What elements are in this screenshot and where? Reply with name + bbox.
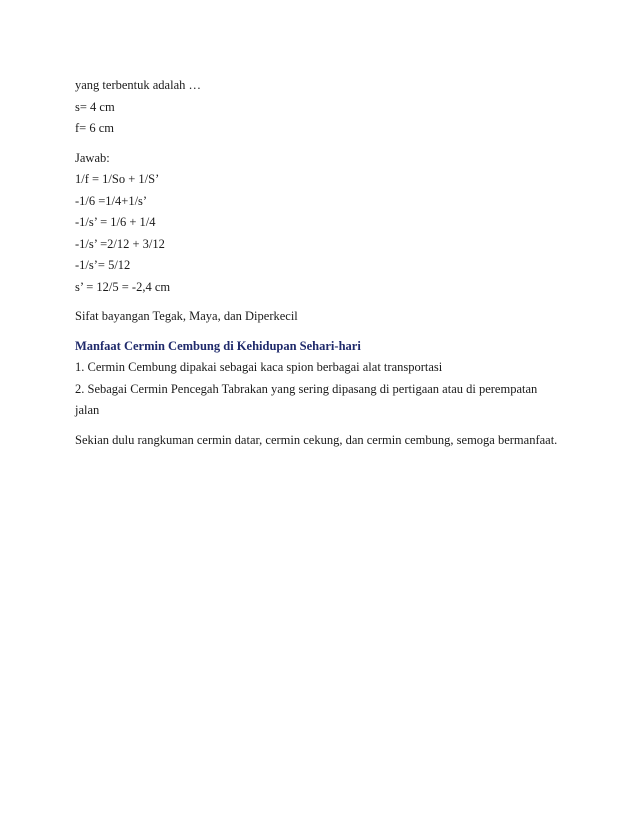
paragraph-gap: [75, 298, 575, 306]
benefit-item-continuation: jalan: [75, 403, 100, 417]
text-line: s= 4 cm: [75, 99, 115, 114]
closing-text: Sekian dulu rangkuman cermin datar, cermin cekung, dan cermin cembung, semoga bermanfaat.: [75, 432, 558, 447]
paragraph-gap: [75, 140, 575, 148]
equation-line: -1/6 =1/4+1/s’: [75, 193, 148, 208]
equation-line: s’ = 12/5 = -2,4 cm: [75, 279, 171, 294]
benefit-item: 2. Sebagai Cermin Pencegah Tabrakan yang sering dipasang di pertigaan atau di perempatan: [75, 381, 538, 396]
equation-line: -1/s’= 5/12: [75, 258, 131, 272]
conclusion-text: Sifat bayangan Tegak, Maya, dan Diperkecil: [75, 309, 298, 323]
text-line: yang terbentuk adalah …: [75, 78, 201, 92]
paragraph-gap: [75, 328, 575, 336]
text-line: f= 6 cm: [75, 121, 114, 135]
equation-line: -1/s’ = 1/6 + 1/4: [75, 215, 156, 229]
paragraph-gap: [75, 422, 575, 430]
answer-label: Jawab:: [75, 150, 110, 165]
document-body: [75, 75, 575, 451]
equation-line: 1/f = 1/So + 1/S’: [75, 172, 160, 186]
benefit-item: 1. Cermin Cembung dipakai sebagai kaca spion berbagai alat transportasi: [75, 360, 443, 374]
equation-line: -1/s’ =2/12 + 3/12: [75, 236, 165, 251]
section-heading: Manfaat Cermin Cembung di Kehidupan Sehari-hari: [75, 338, 361, 353]
